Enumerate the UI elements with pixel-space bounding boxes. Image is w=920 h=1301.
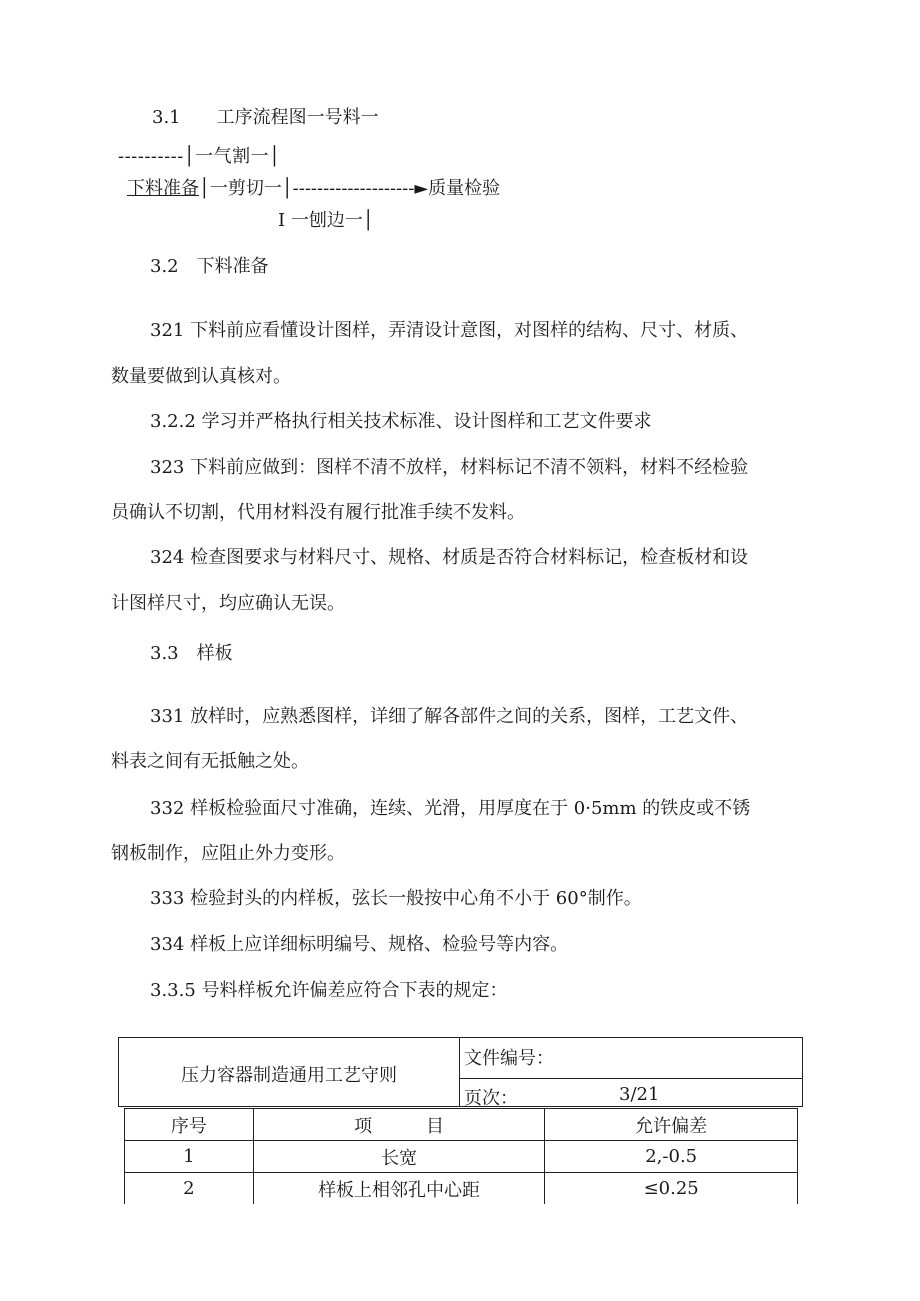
paragraph-line: 331 放样时，应熟悉图样，详细了解各部件之间的关系，图样，工艺文件、 [150,706,749,727]
paragraph-line: 料表之间有无抵触之处。 [111,751,309,772]
paragraph-line: 332 样板检验面尺寸准确，连续、光滑，用厚度在于 0·5mm 的铁皮或不锈 [150,798,751,819]
flow-row-edge-planing: I 一刨边一│ [278,210,374,231]
paragraph-line: 3.3.5 号料样板允许偏差应符合下表的规定： [150,980,508,1001]
cell-tolerance: 2,-0.5 [545,1141,798,1173]
document-header-block [118,1037,803,1107]
paragraph-line: 324 检查图要求与材料尺寸、规格、材质是否符合材料标记，检查板材和设 [150,547,749,568]
tolerance-table [124,1108,798,1204]
paragraph-line: 钢板制作，应阻止外力变形。 [111,843,345,864]
flow-row-gas-cutting: ----------│一气割一│ [118,146,281,167]
table-row [125,1141,798,1173]
cell-tolerance: ≤0.25 [545,1173,798,1205]
header-index: 序号 [125,1109,254,1141]
paragraph-line: 数量要做到认真核对。 [111,366,291,387]
cell-index: 1 [125,1141,254,1173]
flow-row-shearing [127,178,500,200]
header-item: 项 目 [253,1109,545,1141]
paragraph-line: 321 下料前应看懂设计图样，弄清设计意图，对图样的结构、尺寸、材质、 [150,320,749,341]
cell-item: 长宽 [253,1141,545,1173]
paragraph-line: 334 样板上应详细标明编号、规格、检验号等内容。 [150,934,569,955]
cell-index: 2 [125,1173,254,1205]
divider [459,1078,802,1079]
table-header-row [125,1109,798,1141]
document-title: 压力容器制造通用工艺守则 [181,1065,397,1086]
flow-start-label: 下料准备 [127,178,199,199]
page-number: 3/21 [619,1084,660,1105]
paragraph-line: 计图样尺寸，均应确认无误。 [111,593,345,614]
header-tolerance: 允许偏差 [545,1109,798,1141]
divider [459,1038,460,1106]
doc-number-label: 文件编号： [464,1048,554,1069]
flow-shearing-to-inspection: │一剪切一│--------------------►质量检验 [199,178,501,199]
paragraph-line: 333 检验封头的内样板，弦长一般按中心角不小于 60°制作。 [150,888,642,909]
cell-item: 样板上相邻孔中心距 [253,1173,545,1205]
section-heading: 3.3 样板 [150,643,233,664]
paragraph-line: 3.2.2 学习并严格执行相关技术标准、设计图样和工艺文件要求 [150,411,652,432]
page-label: 页次： [464,1088,518,1109]
paragraph-line: 323 下料前应做到：图样不清不放样，材料标记不清不领料，材料不经检验 [150,457,749,478]
section-heading: 3.2 下料准备 [150,256,269,277]
flow-title: 3.1 工序流程图一号料一 [152,107,379,128]
paragraph-line: 员确认不切割，代用材料没有履行批准手续不发料。 [111,502,525,523]
table-row [125,1173,798,1205]
